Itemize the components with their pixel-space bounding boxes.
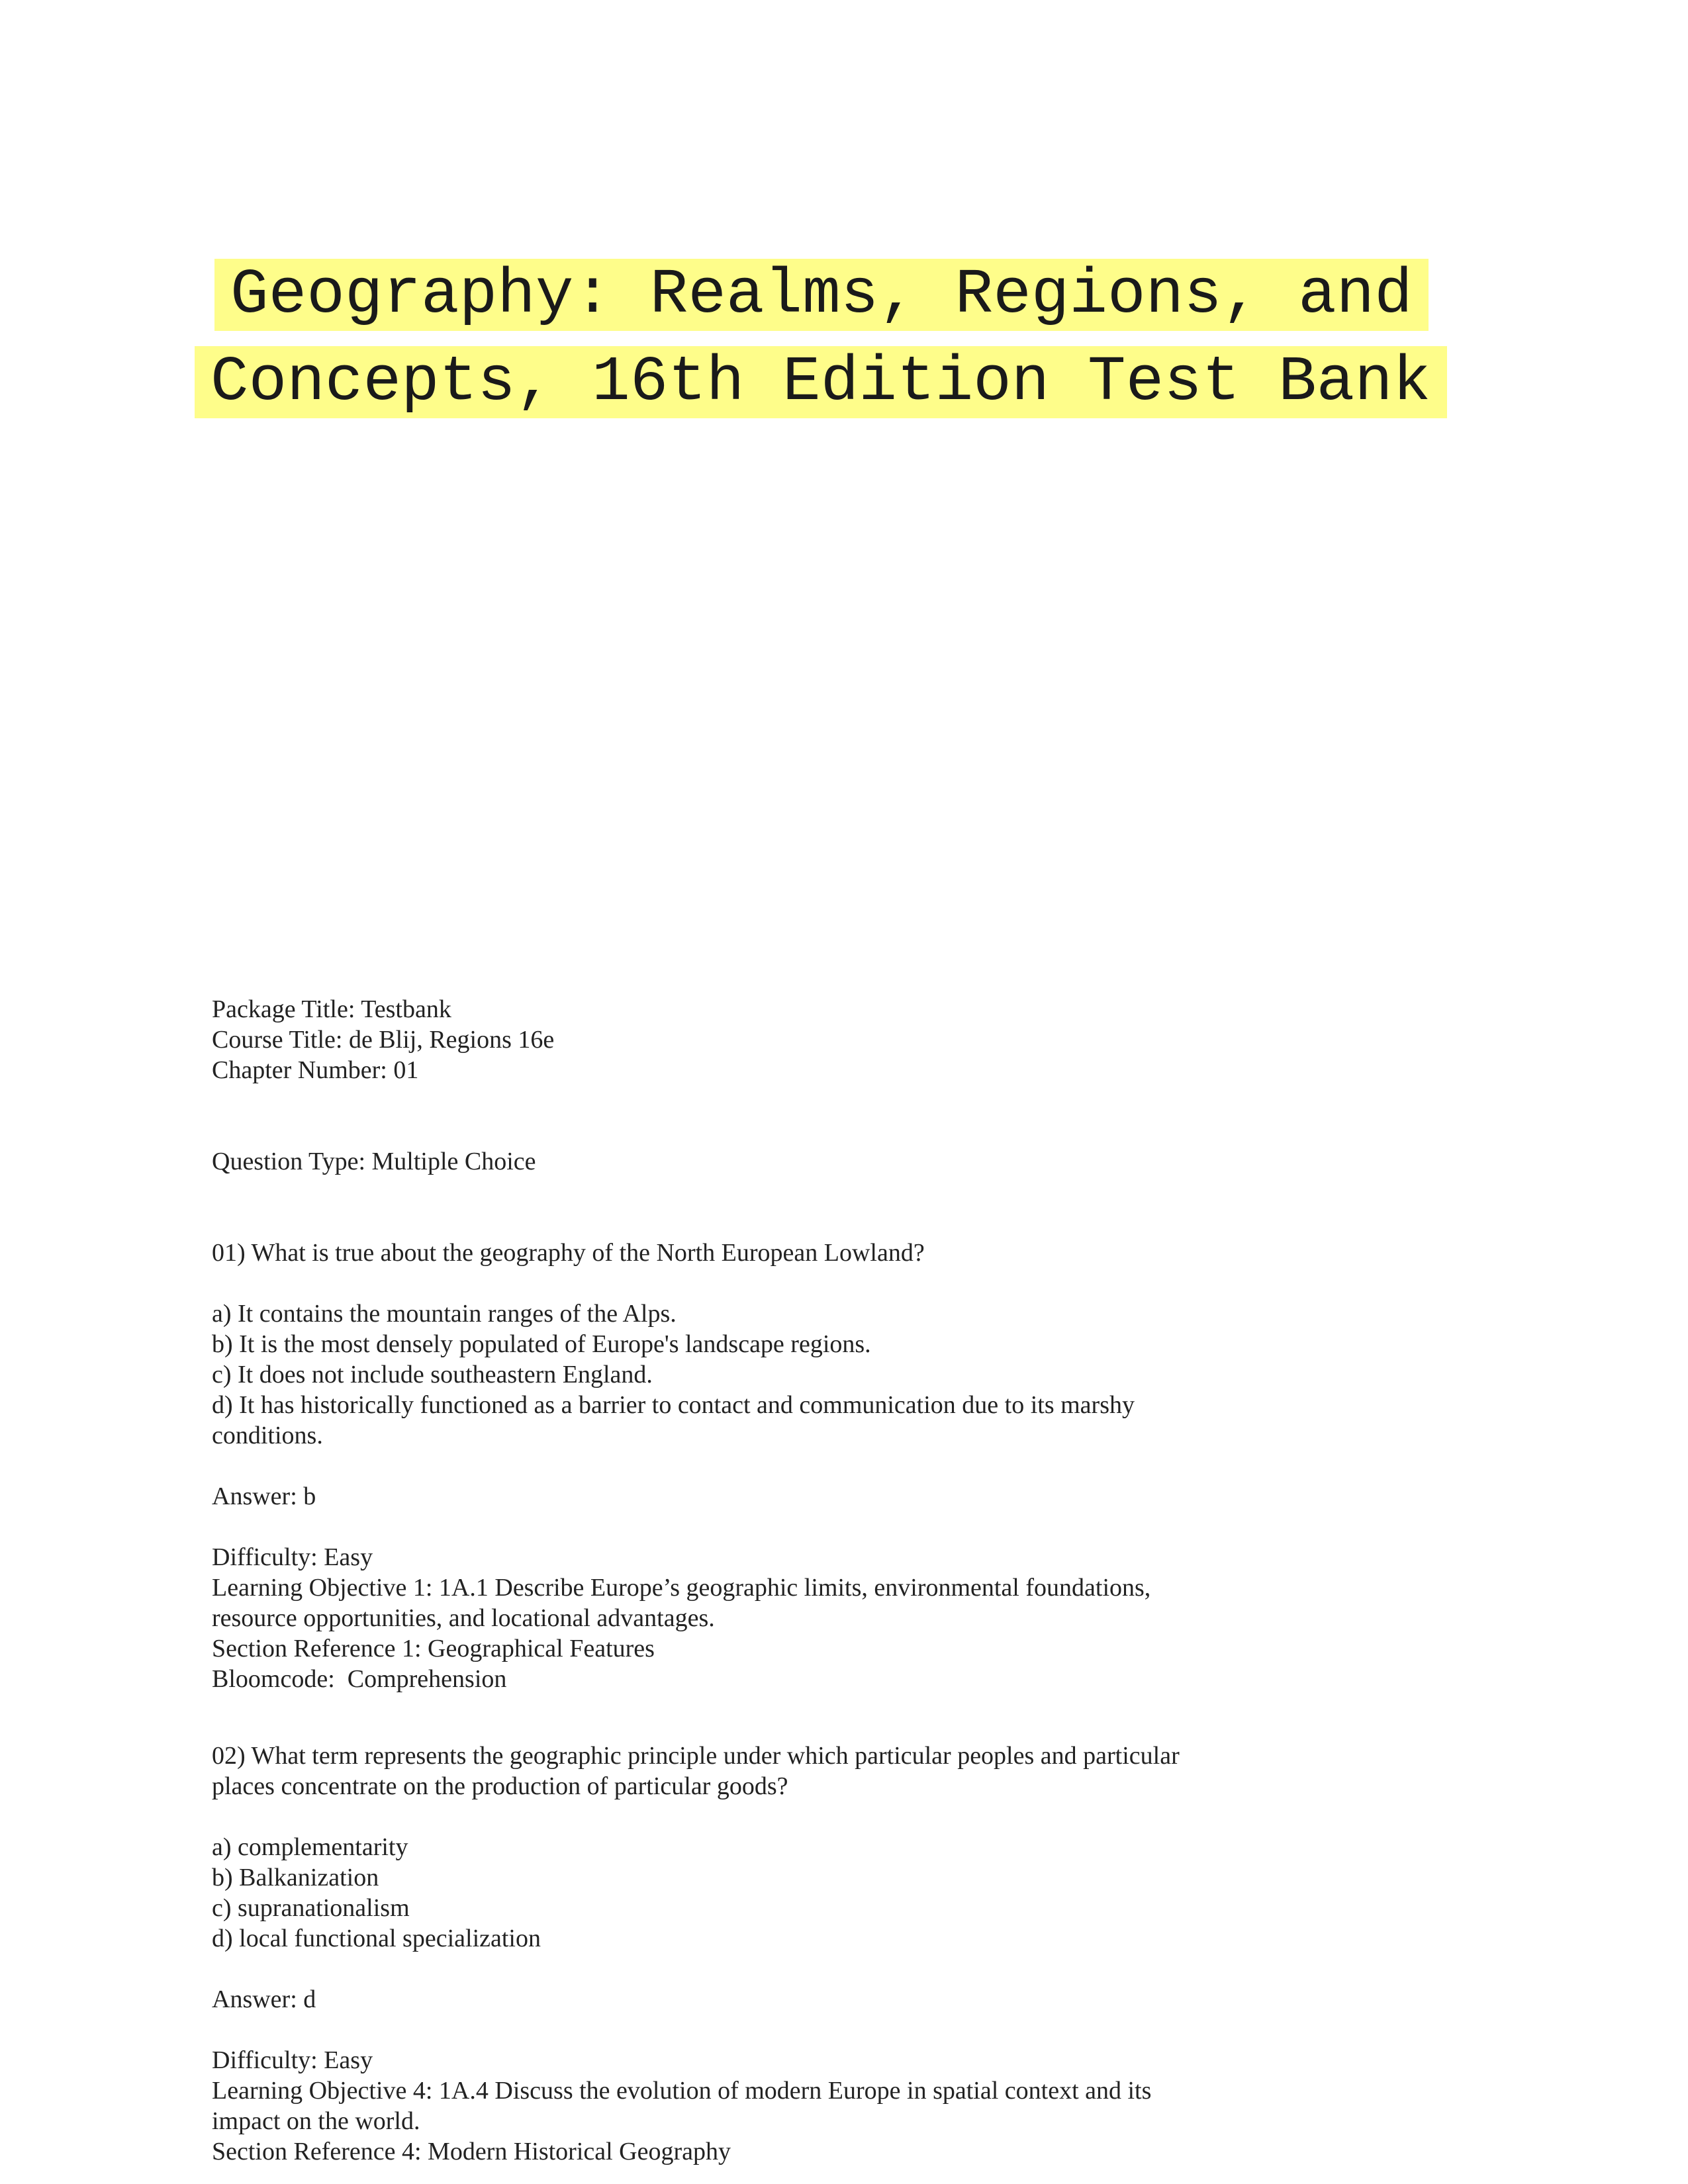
question-type: Question Type: Multiple Choice	[212, 1148, 536, 1175]
difficulty: Difficulty: Easy	[212, 2046, 373, 2074]
answer-option: c) supranationalism	[212, 1894, 410, 1922]
difficulty: Difficulty: Easy	[212, 1543, 373, 1571]
test-bank-body	[212, 994, 1337, 2167]
learning-objective: Learning Objective 4: 1A.4 Discuss the evolution of modern Europe in spatial context and its	[212, 2077, 1152, 2105]
section-reference: Section Reference 1: Geographical Features	[212, 1635, 655, 1662]
answer-option: d) It has historically functioned as a barrier to contact and communication due to its marshy	[212, 1391, 1135, 1419]
learning-objective: Learning Objective 1: 1A.1 Describe Europe’s geographic limits, environmental foundations,	[212, 1574, 1151, 1602]
learning-objective-cont: resource opportunities, and locational advantages.	[212, 1604, 715, 1632]
bloomcode: Bloomcode: Comprehension	[212, 1665, 507, 1693]
title-line-2: Concepts, 16th Edition Test Bank	[195, 339, 1493, 426]
package-title: Package Title: Testbank	[212, 995, 451, 1023]
answer-option: a) complementarity	[212, 1833, 408, 1861]
answer-option: b) Balkanization	[212, 1864, 379, 1891]
question-prompt: 02) What term represents the geographic principle under which particular peoples and particular	[212, 1742, 1180, 1770]
question-prompt: 01) What is true about the geography of the North European Lowland?	[212, 1239, 925, 1267]
title-line-1: Geography: Realms, Regions, and	[195, 251, 1493, 339]
answer-option: b) It is the most densely populated of Europe's landscape regions.	[212, 1330, 871, 1358]
document-title	[195, 251, 1493, 426]
answer-option: c) It does not include southeastern England.	[212, 1361, 653, 1388]
learning-objective-cont: impact on the world.	[212, 2107, 420, 2135]
answer-key: Answer: b	[212, 1482, 316, 1510]
answer-key: Answer: d	[212, 1985, 316, 2013]
chapter-number: Chapter Number: 01	[212, 1056, 419, 1084]
answer-option-cont: conditions.	[212, 1422, 323, 1449]
answer-option: d) local functional specialization	[212, 1925, 541, 1952]
section-reference: Section Reference 4: Modern Historical Geography	[212, 2138, 731, 2165]
answer-option: a) It contains the mountain ranges of the Alps.	[212, 1300, 677, 1328]
course-title: Course Title: de Blij, Regions 16e	[212, 1026, 555, 1054]
question-prompt-cont: places concentrate on the production of particular goods?	[212, 1772, 788, 1800]
